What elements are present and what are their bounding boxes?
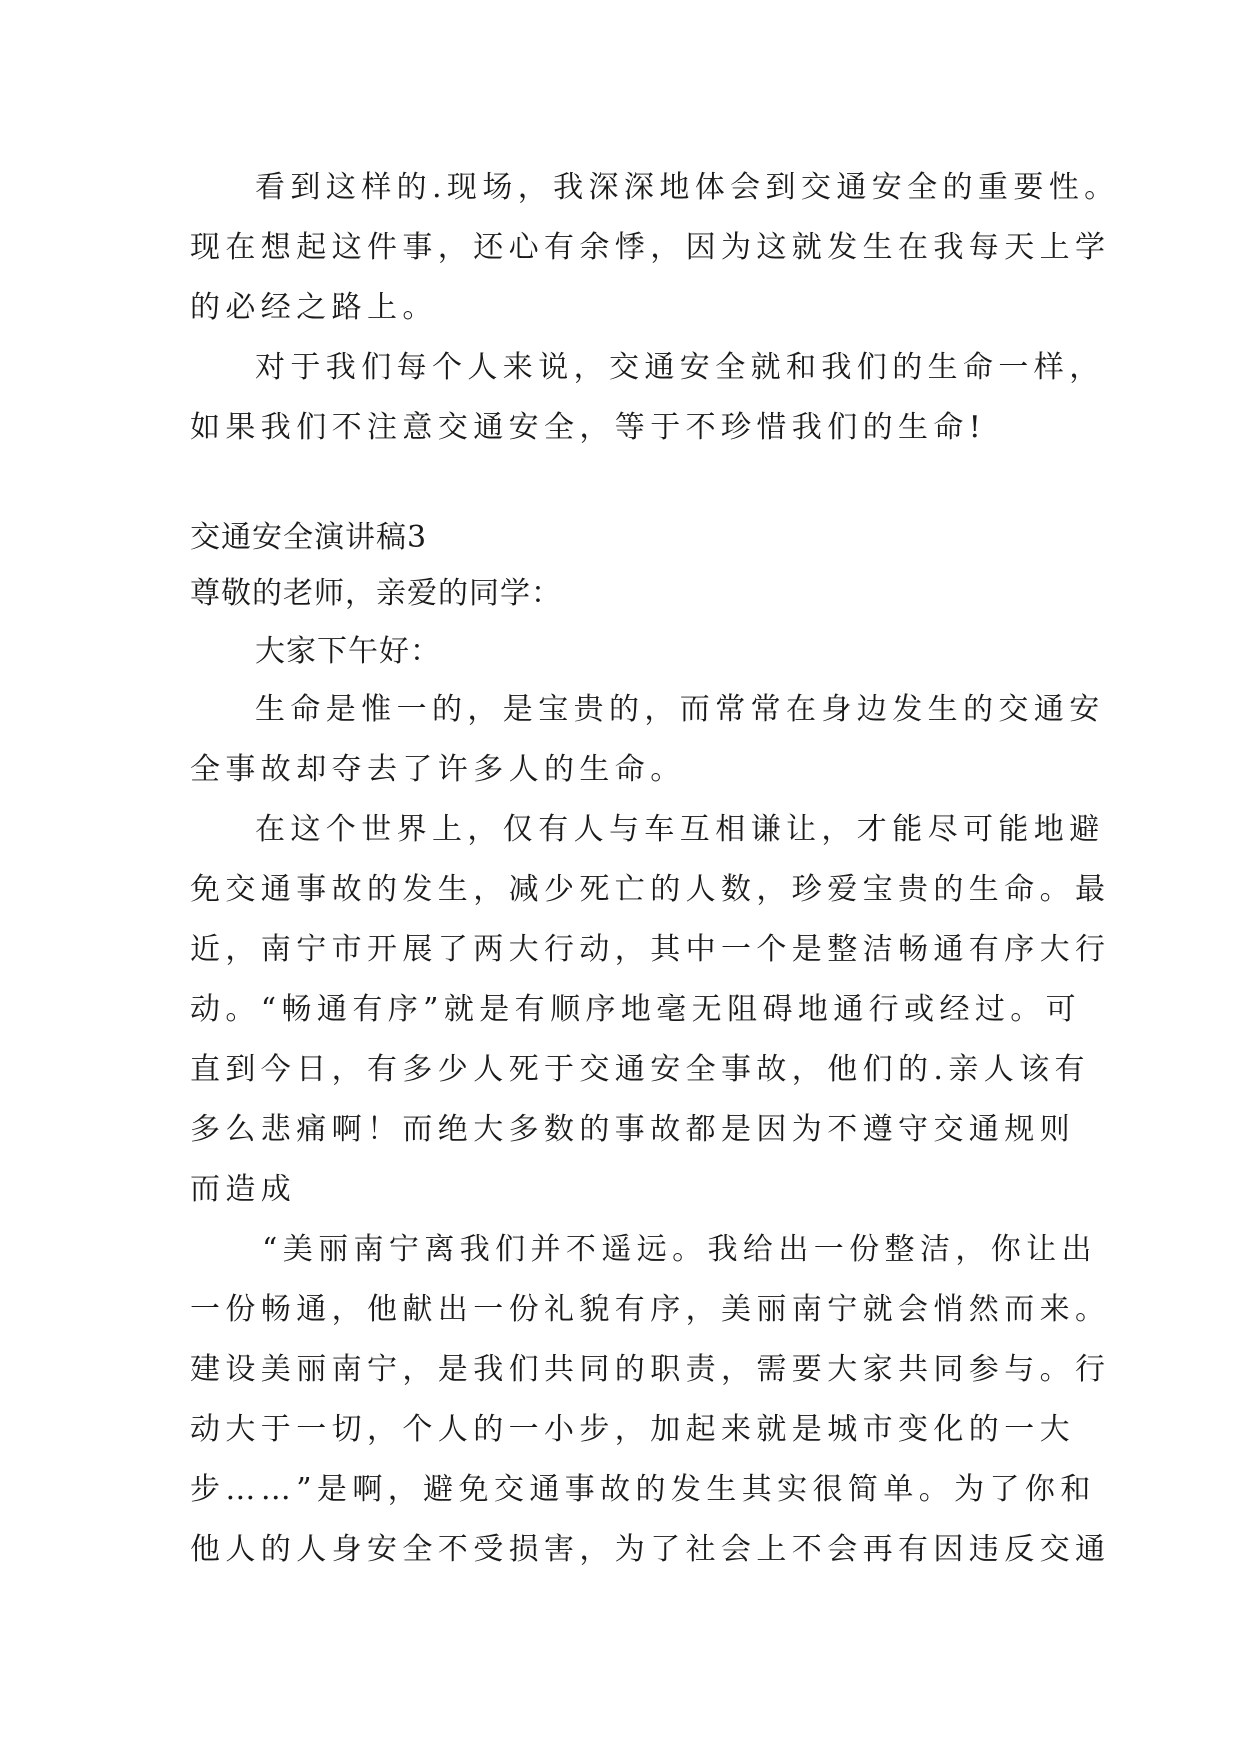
text-line: 全事故却夺去了许多人的生命。 xyxy=(190,752,686,787)
text-line: 多么悲痛啊！而绝大多数的事故都是因为不遵守交通规则 xyxy=(190,1112,1075,1147)
text-line: 现在想起这件事，还心有余悸，因为这就发生在我每天上学 xyxy=(190,230,1111,265)
text-line: “美丽南宁离我们并不遥远。我给出一份整洁，你让出 xyxy=(262,1232,1097,1267)
text-line: 免交通事故的发生，减少死亡的人数，珍爱宝贵的生命。最 xyxy=(190,872,1111,907)
text-line: 而造成 xyxy=(190,1172,297,1207)
text-line: 的必经之路上。 xyxy=(190,290,438,325)
text-line: 他人的人身安全不受损害，为了社会上不会再有因违反交通 xyxy=(190,1532,1111,1567)
text-line: 建设美丽南宁，是我们共同的职责，需要大家共同参与。行 xyxy=(190,1352,1111,1387)
section-title: 交通安全演讲稿3 xyxy=(190,520,428,555)
text-line: 在这个世界上，仅有人与车互相谦让，才能尽可能地避 xyxy=(255,812,1105,847)
text-line: 看到这样的.现场，我深深地体会到交通安全的重要性。 xyxy=(255,170,1120,205)
text-line: 直到今日，有多少人死于交通安全事故，他们的.亲人该有 xyxy=(190,1052,1090,1087)
salutation: 尊敬的老师，亲爱的同学： xyxy=(190,576,562,611)
text-line: 一份畅通，他献出一份礼貌有序，美丽南宁就会悄然而来。 xyxy=(190,1292,1111,1327)
text-line: 近，南宁市开展了两大行动，其中一个是整洁畅通有序大行 xyxy=(190,932,1111,967)
greeting: 大家下午好： xyxy=(255,634,441,669)
text-line: 生命是惟一的，是宝贵的，而常常在身边发生的交通安 xyxy=(255,692,1105,727)
text-line: 对于我们每个人来说，交通安全就和我们的生命一样， xyxy=(255,350,1105,385)
text-line: 如果我们不注意交通安全，等于不珍惜我们的生命! xyxy=(190,410,987,445)
text-line: 步……”是啊，避免交通事故的发生其实很简单。为了你和 xyxy=(190,1472,1096,1507)
text-line: 动。“畅通有序”就是有顺序地毫无阻碍地通行或经过。可 xyxy=(190,992,1082,1027)
text-line: 动大于一切，个人的一小步，加起来就是城市变化的一大 xyxy=(190,1412,1075,1447)
